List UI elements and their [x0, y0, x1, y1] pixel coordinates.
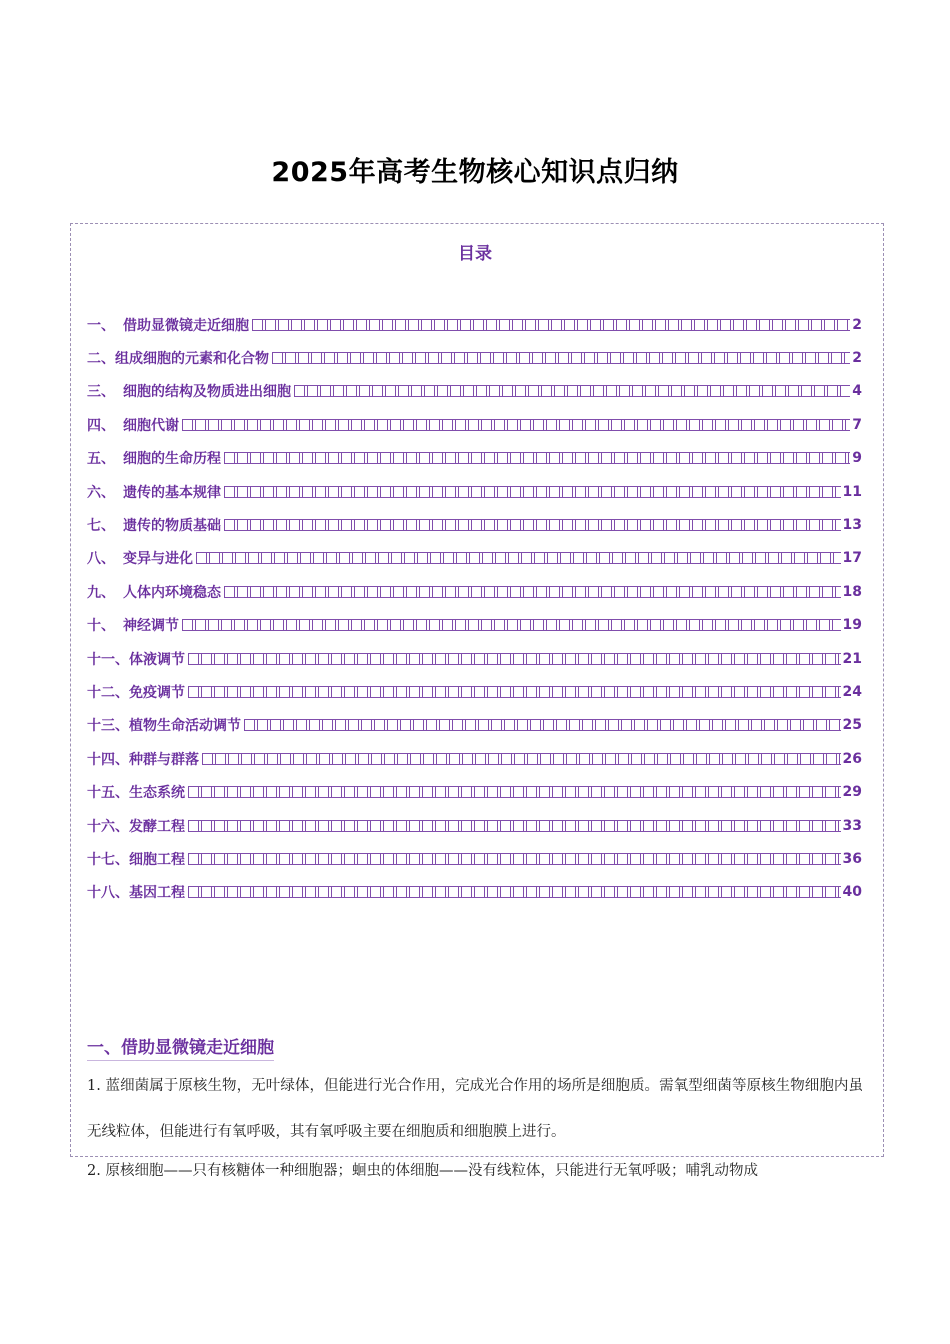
toc-entry-page: 11	[842, 483, 862, 500]
toc-entry-3[interactable]	[87, 375, 862, 408]
body-paragraph-1: 1. 蓝细菌属于原核生物，无叶绿体，但能进行光合作用，完成光合作用的场所是细胞质。需氧型细菌等原核生物细胞内虽无线粒体，但能进行有氧呼吸，其有氧呼吸主要在细胞质和细胞膜上进行。	[87, 1078, 863, 1140]
toc-entry-page: 4	[852, 383, 862, 400]
body-paragraph-2: 2. 原核细胞——只有核糖体一种细胞器；蛔虫的体细胞——没有线粒体，只能进行无氧呼吸；哺乳动物成	[87, 1163, 758, 1179]
toc-entry-12[interactable]	[87, 675, 862, 708]
toc-entry-label: 变异与进化	[123, 551, 193, 568]
section-heading	[87, 1033, 274, 1061]
toc-entry-page: 9	[852, 450, 862, 467]
section-heading-underline	[87, 1060, 274, 1061]
toc-leader	[272, 352, 850, 364]
toc-leader	[188, 653, 841, 665]
section-heading-text: 一、借助显微镜走近细胞	[87, 1038, 274, 1058]
toc-leader	[188, 786, 841, 798]
toc-entry-number: 十六、	[87, 818, 129, 835]
toc-entry-number: 四、	[87, 417, 115, 434]
toc-entry-number: 九、	[87, 584, 115, 601]
toc-entry-page: 21	[842, 650, 862, 667]
toc-entry-label: 植物生命活动调节	[129, 718, 241, 735]
toc-entry-10[interactable]	[87, 609, 862, 642]
toc-entry-page: 18	[842, 583, 862, 600]
toc-leader	[196, 552, 841, 564]
toc-entry-number: 五、	[87, 451, 115, 468]
toc-entry-page: 36	[842, 850, 862, 867]
toc-entry-11[interactable]	[87, 642, 862, 675]
toc-leader	[182, 419, 850, 431]
toc-entry-page: 17	[842, 550, 862, 567]
toc-entry-number: 十七、	[87, 851, 129, 868]
toc-entry-page: 2	[852, 316, 862, 333]
toc-leader	[294, 385, 850, 397]
toc-leader	[188, 820, 841, 832]
toc-entry-18[interactable]	[87, 876, 862, 909]
toc-entry-14[interactable]	[87, 742, 862, 775]
toc-entry-label: 神经调节	[123, 618, 179, 635]
toc-entry-label: 细胞工程	[129, 851, 185, 868]
toc-entry-number: 十一、	[87, 651, 129, 668]
toc-entry-13[interactable]	[87, 709, 862, 742]
toc-entry-page: 40	[842, 884, 862, 901]
toc-entry-label: 遗传的基本规律	[123, 484, 221, 501]
toc-leader	[188, 853, 841, 865]
toc-entry-label: 发酵工程	[129, 818, 185, 835]
toc-entry-number: 一、	[87, 317, 115, 334]
toc-leader	[182, 619, 841, 631]
toc-entry-9[interactable]	[87, 575, 862, 608]
toc-leader	[188, 686, 841, 698]
toc-entry-8[interactable]	[87, 542, 862, 575]
toc-entry-label: 细胞的生命历程	[123, 451, 221, 468]
toc-entry-label: 借助显微镜走近细胞	[123, 317, 249, 334]
toc-entry-6[interactable]	[87, 475, 862, 508]
document-title: 2025年高考生物核心知识点归纳	[271, 157, 679, 188]
toc-entry-number: 二、	[87, 351, 115, 368]
toc-entry-number: 六、	[87, 484, 115, 501]
toc-entry-7[interactable]	[87, 508, 862, 541]
toc-entry-number: 八、	[87, 551, 115, 568]
toc-entry-page: 7	[852, 416, 862, 433]
toc-entry-label: 生态系统	[129, 785, 185, 802]
toc-entry-number: 十五、	[87, 785, 129, 802]
toc-entry-5[interactable]	[87, 442, 862, 475]
toc-entry-page: 33	[842, 817, 862, 834]
toc-entry-page: 26	[842, 750, 862, 767]
toc-entry-label: 人体内环境稳态	[123, 584, 221, 601]
toc-leader	[244, 719, 841, 731]
toc-entry-1[interactable]	[87, 308, 862, 341]
toc-entry-label: 细胞的结构及物质进出细胞	[123, 384, 291, 401]
toc-entry-label: 体液调节	[129, 651, 185, 668]
toc-entry-number: 十三、	[87, 718, 129, 735]
toc-entry-page: 24	[842, 683, 862, 700]
toc-entry-number: 十八、	[87, 885, 129, 902]
toc-entry-page: 2	[852, 350, 862, 367]
toc-leader	[224, 486, 841, 498]
toc-entry-16[interactable]	[87, 809, 862, 842]
toc-entry-number: 十四、	[87, 751, 129, 768]
toc-entry-label: 细胞代谢	[123, 417, 179, 434]
toc-entry-number: 七、	[87, 518, 115, 535]
toc-leader	[252, 319, 850, 331]
toc-entry-15[interactable]	[87, 775, 862, 808]
toc-entry-number: 十二、	[87, 684, 129, 701]
toc-entry-label: 组成细胞的元素和化合物	[115, 351, 269, 368]
toc-entry-label: 免疫调节	[129, 684, 185, 701]
toc-leader	[188, 886, 841, 898]
toc-leader	[202, 753, 841, 765]
toc-entry-label: 遗传的物质基础	[123, 518, 221, 535]
toc-entry-4[interactable]	[87, 408, 862, 441]
toc-entry-number: 十、	[87, 618, 115, 635]
toc-entry-number: 三、	[87, 384, 115, 401]
toc-entry-label: 基因工程	[129, 885, 185, 902]
toc-heading: 目录	[458, 244, 492, 264]
toc-entry-17[interactable]	[87, 842, 862, 875]
toc-entry-2[interactable]	[87, 341, 862, 374]
toc-leader	[224, 452, 850, 464]
toc-entry-page: 13	[842, 517, 862, 534]
toc-entry-page: 25	[842, 717, 862, 734]
toc-entry-label: 种群与群落	[129, 751, 199, 768]
toc-entry-page: 19	[842, 617, 862, 634]
toc-list	[87, 308, 862, 909]
toc-leader	[224, 586, 841, 598]
toc-leader	[224, 519, 841, 531]
toc-entry-page: 29	[842, 784, 862, 801]
